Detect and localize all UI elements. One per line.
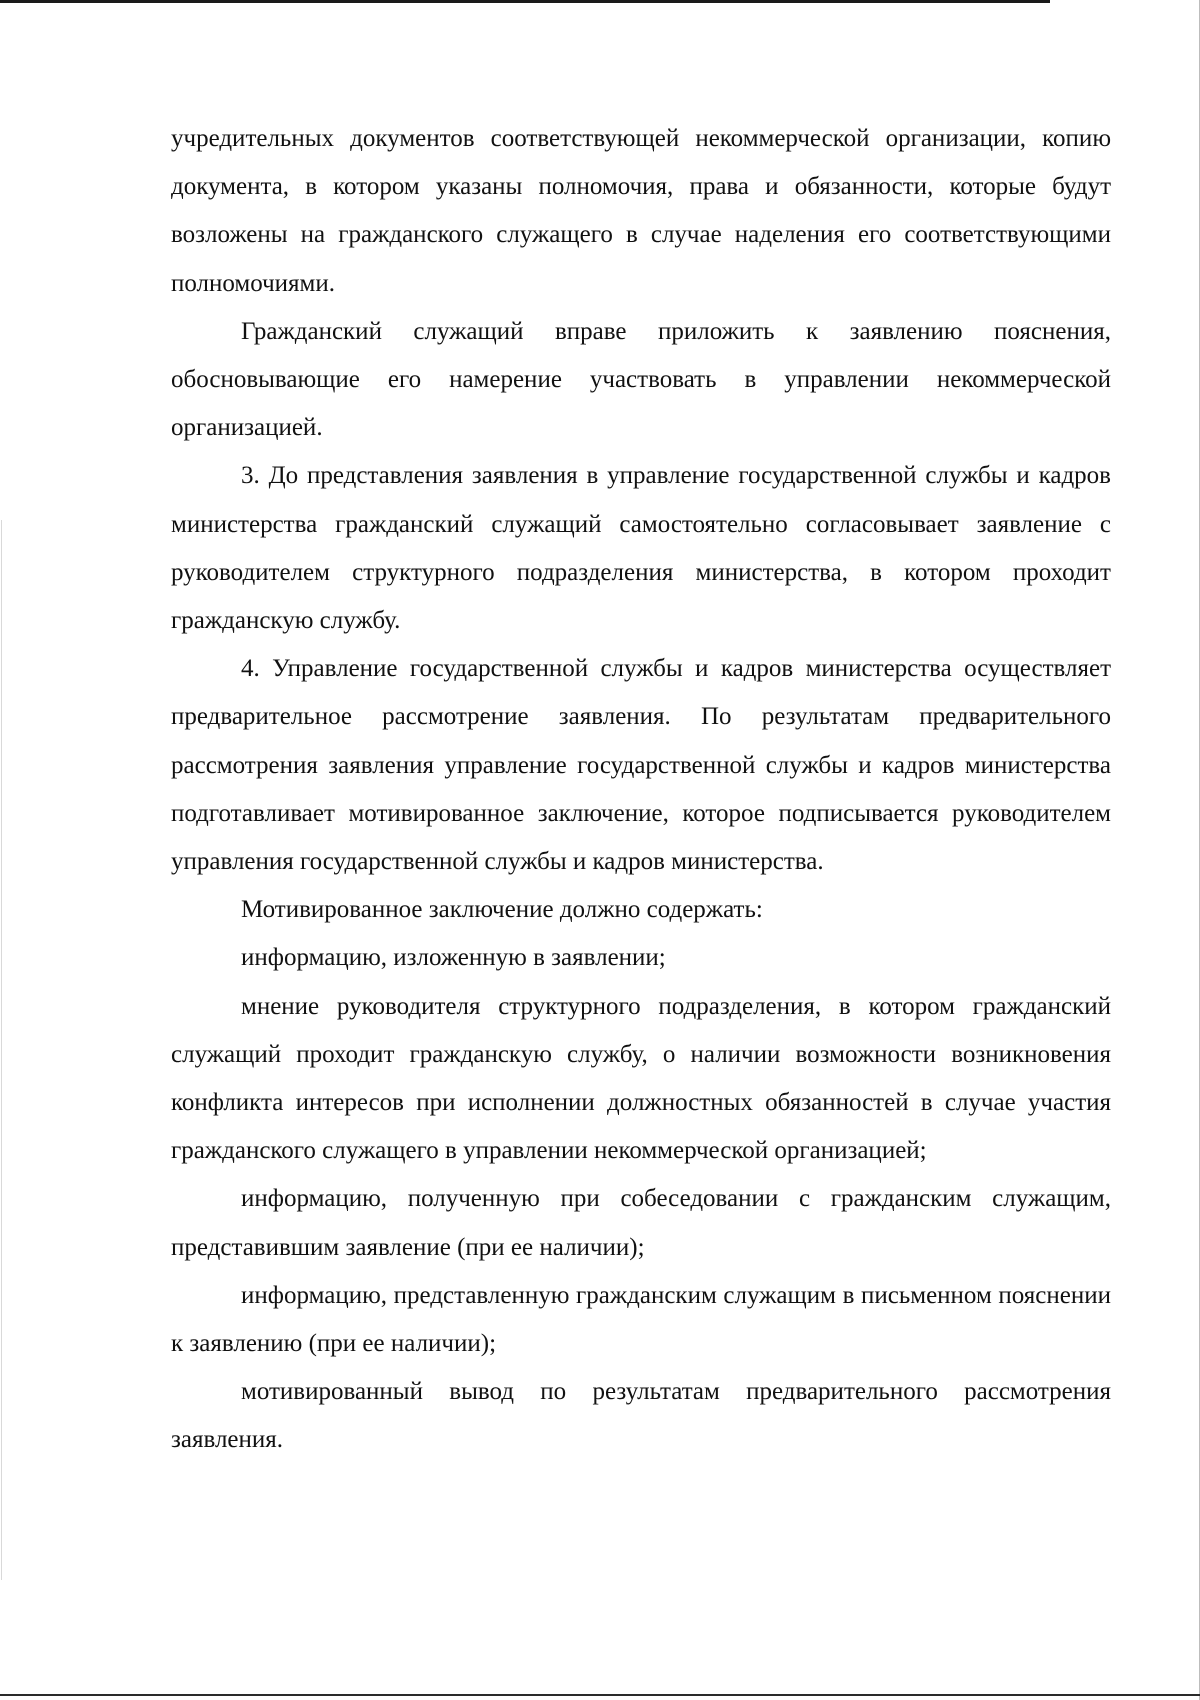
paragraph-founding-documents: учредительных документов соответствующей некоммерческой организации, копию документа, в котором указаны полномочия, права и обязанности, которые будут возложены на гражданского служащего в случае наделения его соответствующими полномочиями. [171,125,1111,297]
scan-bottom-border [0,1694,1200,1696]
scan-left-edge [1,520,2,1580]
list-item-head-opinion: мнение руководителя структурного подразделения, в котором гражданский служащий проходит гражданскую службу, о наличии возможности возникновения конфликта интересов при исполнении должностных обязанностей в случае участия гражданского служащего в управлении некоммерческой организацией; [171,992,1111,1165]
paragraph-conclusion-contents: Мотивированное заключение должно содержать: [241,896,763,924]
document-page [171,115,1111,1465]
paragraph-item-3: 3. До представления заявления в управление государственной службы и кадров министерства гражданский служащий самостоятельно согласовывает заявление с руководителем структурного подразделения министерства, в котором проходит гражданскую службу. [171,462,1111,635]
list-item-interview-info: информацию, полученную при собеседовании с гражданским служащим, представившим заявление (при ее наличии); [171,1185,1111,1261]
list-item-application-info: информацию, изложенную в заявлении; [241,944,666,972]
list-item-motivated-conclusion: мотивированный вывод по результатам предварительного рассмотрения заявления. [171,1378,1111,1454]
scan-top-border [0,0,1050,3]
list-item-written-explanation: информацию, представленную гражданским служащим в письменном пояснении к заявлению (при ее наличии); [171,1281,1111,1358]
paragraph-item-4: 4. Управление государственной службы и кадров министерства осуществляет предварительное рассмотрение заявления. По результатам предварительного рассмотрения заявления управление государственной службы и кадров министерства подготавливает мотивированное заключение, которое подписывается руководителем управления государственной службы и кадров министерства. [171,655,1111,876]
paragraph-explanations: Гражданский служащий вправе приложить к заявлению пояснения, обосновывающие его намерение участвовать в управлении некоммерческой организацией. [171,317,1111,442]
